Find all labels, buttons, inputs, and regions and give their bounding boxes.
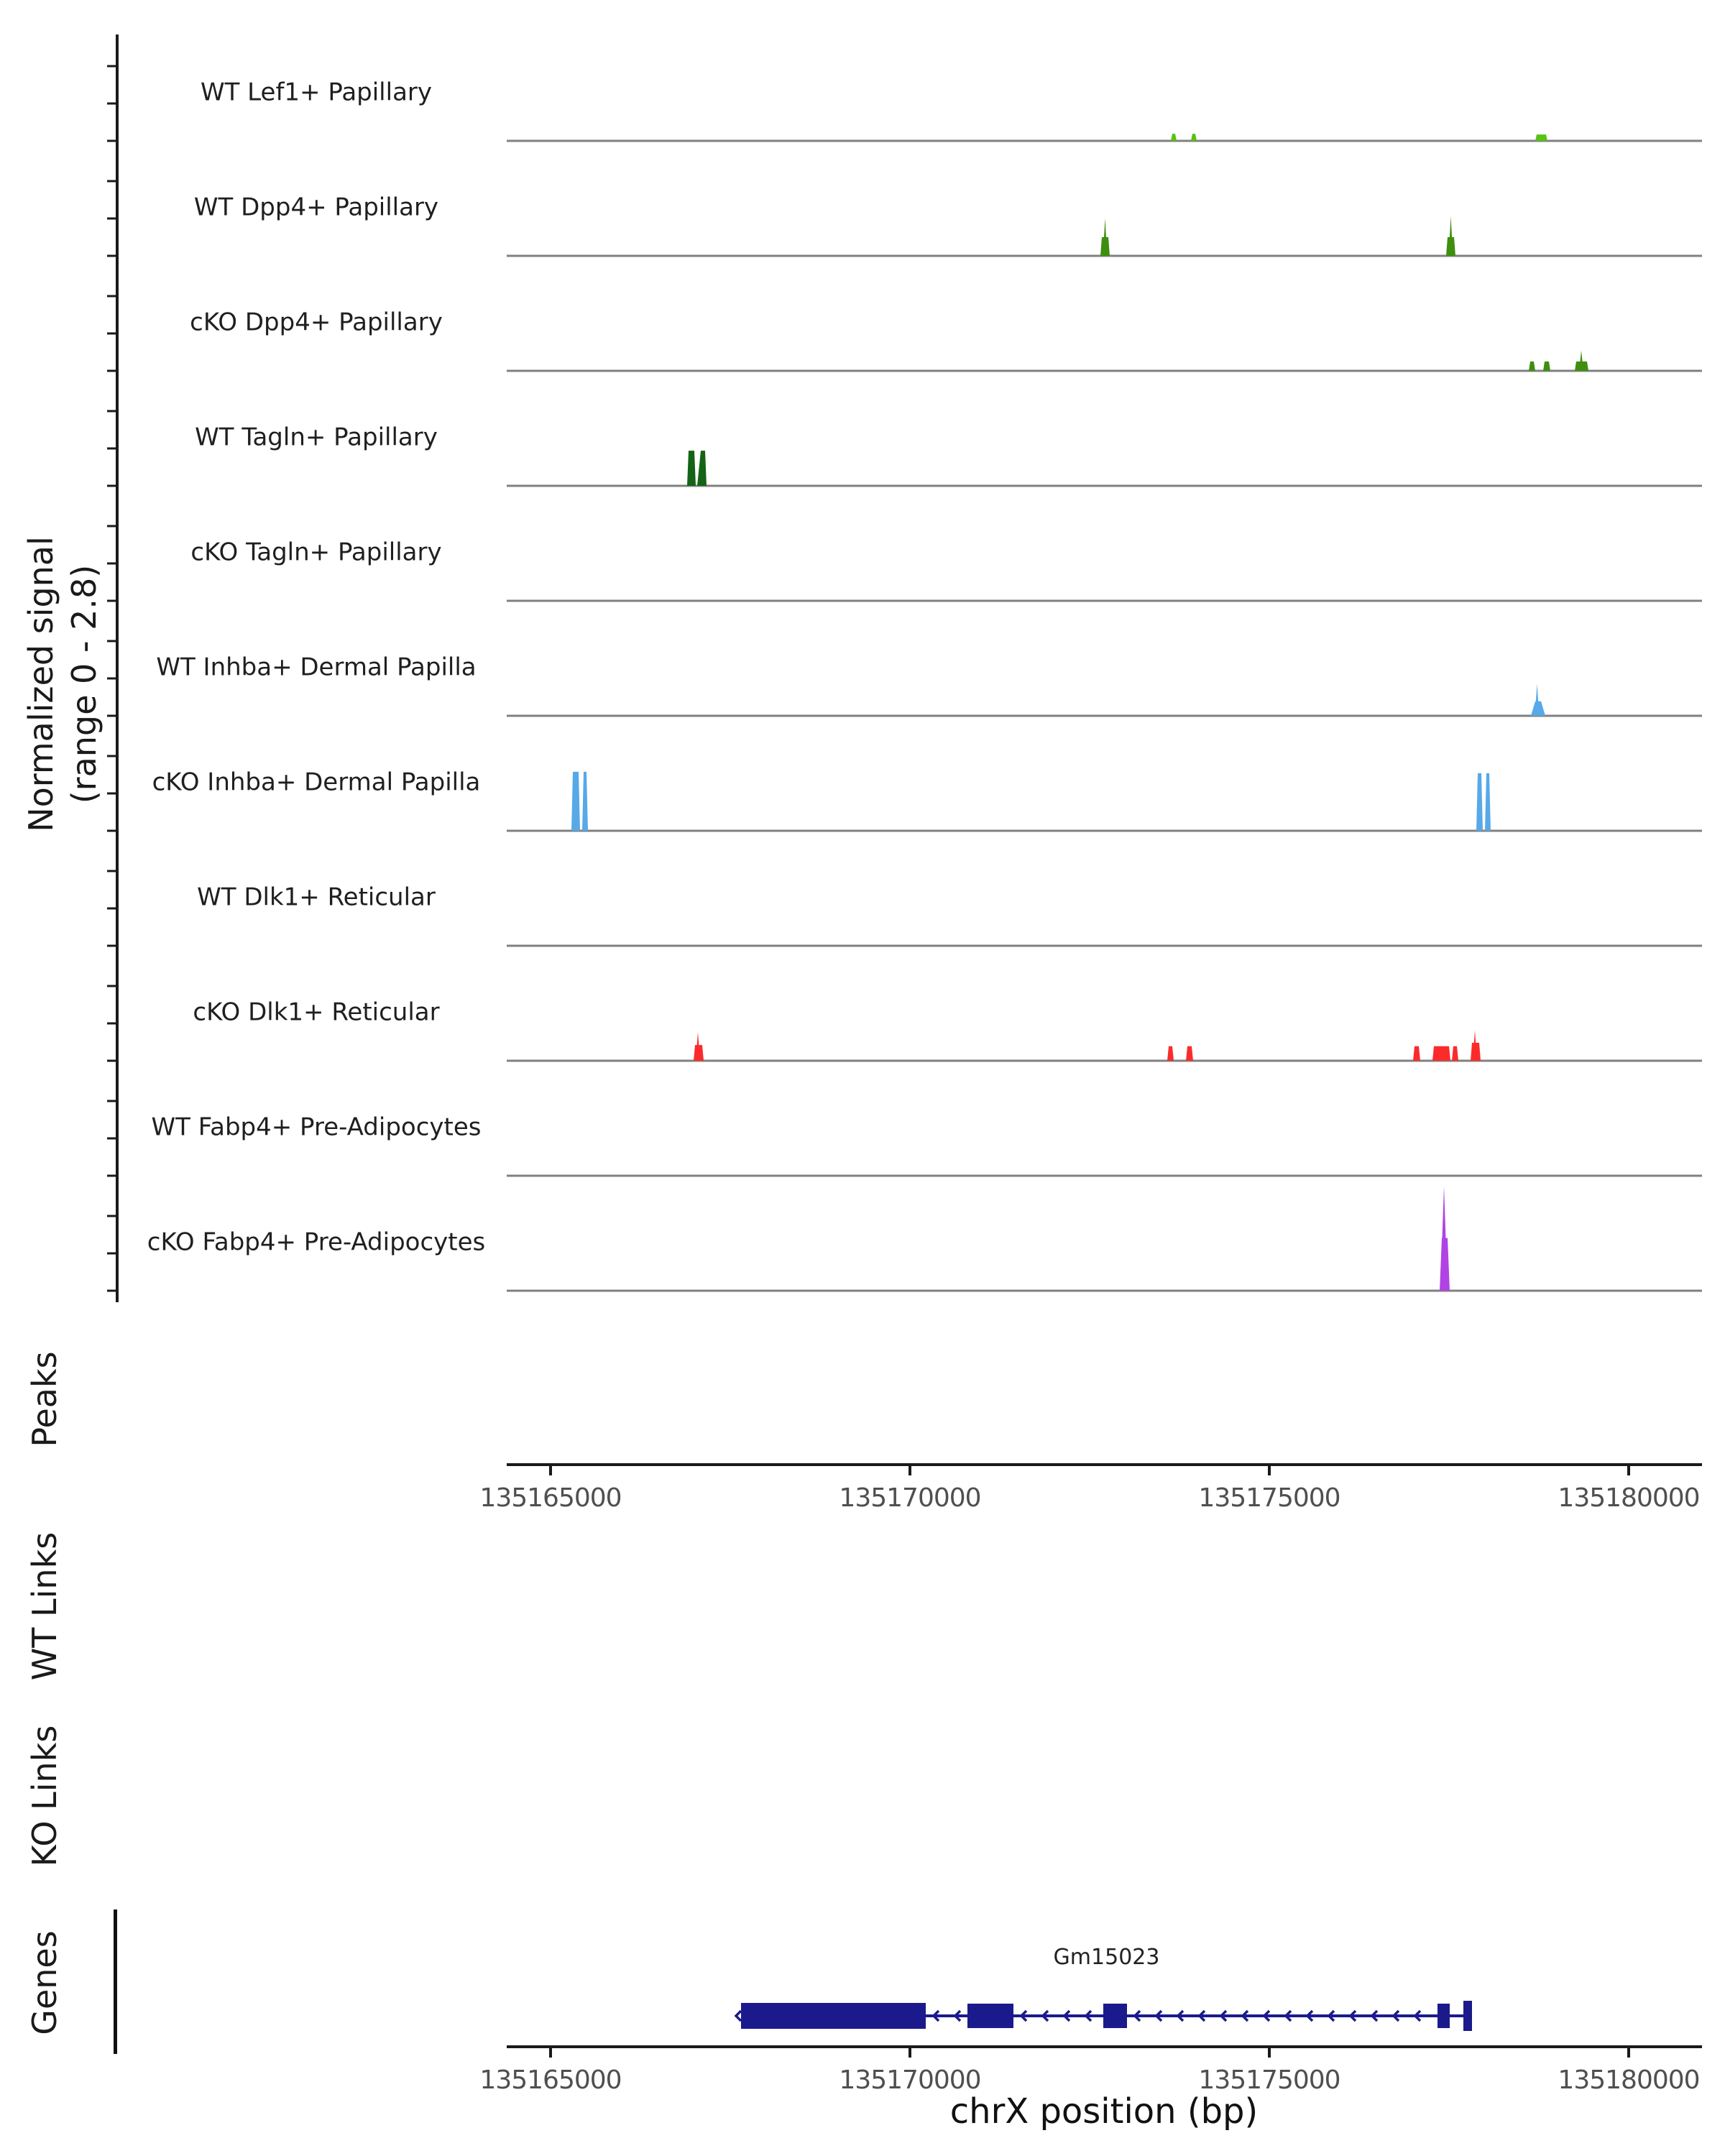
signal-peak (1535, 134, 1547, 141)
position-axis-tick-label: 135165000 (479, 2065, 622, 2095)
signal-axis-title-line1: Normalized signal (22, 536, 61, 832)
gene-exon (967, 2004, 1013, 2028)
track-label: WT Tagln+ Papillary (195, 423, 438, 452)
signal-peak (1171, 134, 1177, 141)
signal-peak (1529, 361, 1535, 371)
signal-peak-spike (1535, 684, 1540, 716)
signal-peak (1167, 1046, 1174, 1061)
signal-peak (1476, 773, 1483, 831)
position-axis-tick-label: 135180000 (1558, 2065, 1700, 2095)
section-label-ko-links: KO Links (25, 1725, 64, 1867)
gene-exon (741, 2003, 926, 2029)
position-axis-tick-label: 135170000 (839, 2065, 981, 2095)
signal-peak (697, 451, 707, 486)
gene-name-label: Gm15023 (1053, 1945, 1160, 1970)
position-axis-tick-label: 135170000 (839, 1483, 981, 1513)
position-axis-tick-label: 135165000 (479, 1483, 622, 1513)
signal-peak-spike (1449, 216, 1453, 256)
gene-exon (1438, 2004, 1450, 2028)
track-label: WT Fabp4+ Pre-Adipocytes (151, 1112, 482, 1142)
section-label-peaks: Peaks (25, 1351, 64, 1447)
signal-peak (1452, 1046, 1458, 1061)
signal-peak (1543, 361, 1550, 371)
signal-peak (582, 772, 588, 831)
track-label: WT Inhba+ Dermal Papilla (156, 653, 477, 682)
track-label: cKO Tagln+ Papillary (190, 538, 442, 567)
track-label: WT Dpp4+ Papillary (193, 193, 439, 222)
signal-axis-title-line2: (range 0 - 2.8) (65, 564, 104, 804)
track-label: cKO Dpp4+ Papillary (190, 308, 443, 337)
signal-peak (687, 451, 696, 486)
position-axis-tick-label: 135175000 (1198, 1483, 1340, 1513)
track-label: cKO Inhba+ Dermal Papilla (152, 768, 481, 797)
position-axis-title: chrX position (bp) (949, 2091, 1259, 2132)
track-label: WT Dlk1+ Reticular (197, 883, 436, 912)
track-label: cKO Fabp4+ Pre-Adipocytes (147, 1227, 486, 1257)
gene-exon (1103, 2004, 1127, 2028)
signal-peak (571, 772, 580, 831)
signal-peak (1191, 134, 1197, 141)
signal-peak (1485, 773, 1491, 831)
signal-peak (1413, 1046, 1420, 1061)
track-label: WT Lef1+ Papillary (200, 78, 433, 107)
section-label-wt-links: WT Links (25, 1531, 64, 1681)
section-label-genes: Genes (25, 1930, 64, 2035)
signal-peak (1186, 1046, 1193, 1061)
strand-chevron-icon (736, 2011, 741, 2021)
gene-exon (1463, 2001, 1472, 2031)
position-axis-tick-label: 135175000 (1198, 2065, 1340, 2095)
signal-peak-spike (1579, 351, 1583, 371)
track-label: cKO Dlk1+ Reticular (193, 998, 440, 1027)
position-axis-tick-label: 135180000 (1558, 1483, 1700, 1513)
signal-peak (1432, 1046, 1450, 1061)
